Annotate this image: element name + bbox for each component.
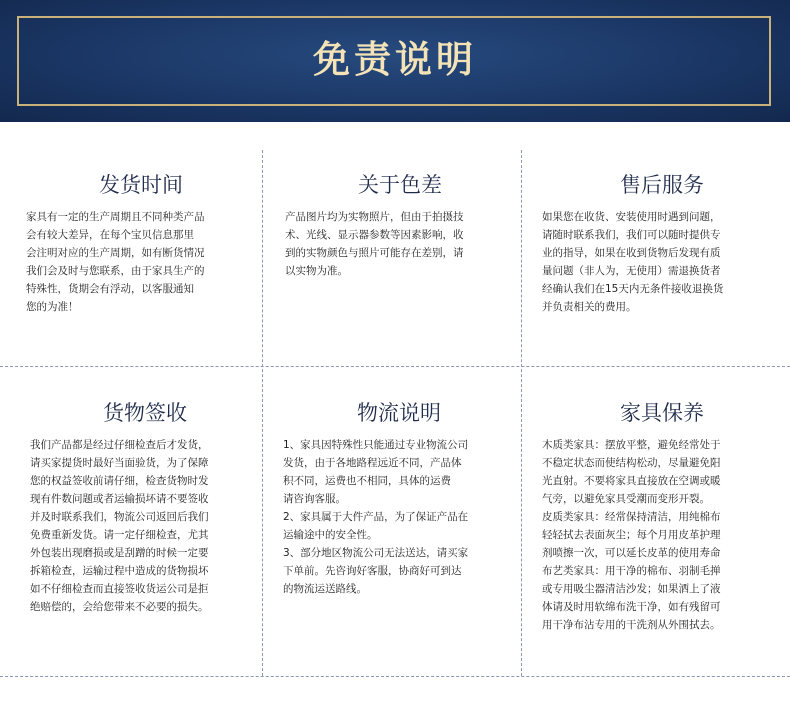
section-title: 关于色差: [358, 173, 442, 197]
section-body: 如果您在收货、安装使用时遇到问题， 请随时联系我们，我们可以随时提供专 业的指导，如果在收到货物后发现有质 量问题（非人为，无使用）需退换货者 经确认我们在15天内无条件接收退换货 并负责相关的费用。: [542, 211, 724, 313]
section-goods-receipt: [30, 398, 260, 616]
disclaimer-grid: [0, 150, 790, 680]
section-title: 售后服务: [620, 173, 704, 197]
section-furniture-care: [542, 398, 782, 634]
section-logistics: [283, 398, 515, 598]
section-title: 物流说明: [357, 401, 441, 425]
column-divider: [521, 150, 522, 676]
section-title: 发货时间: [99, 173, 183, 197]
section-body: 产品图片均为实物照片，但由于拍摄技 术、光线、显示器参数等因素影响，收 到的实物颜色与照片可能存在差别，请 以实物为准。: [285, 211, 464, 277]
section-body: 木质类家具：摆放平整，避免经常处于 不稳定状态而使结构松动，尽量避免阳 光直射。不要将家具直接放在空调或暖 气旁，以避免家具受潮而变形开裂。 皮质类家具：经常保持清洁，用纯棉布 轻轻拭去表面灰尘；每个月用皮革护理 剂喷擦一次，可以延长皮革的使用寿命 布艺类家具：用干净的棉布、羽制毛掸 或专用吸尘器清洁沙发；如果洒上了液 体请及时用软绵布洗干净，如有残留可 用干净布沾专用的干洗剂从外围拭去。: [542, 439, 721, 631]
section-color-difference: [285, 170, 515, 280]
section-title: 家具保养: [620, 401, 704, 425]
section-body: 家具有一定的生产周期且不同种类产品 会有较大差异，在每个宝贝信息那里 会注明对应的生产周期，如有断货情况 我们会及时与您联系，由于家具生产的 特殊性，货期会有浮动，以客服通知 您的为准！: [26, 211, 205, 313]
column-divider: [262, 150, 263, 676]
section-after-sales: [542, 170, 782, 316]
section-title: 货物签收: [103, 401, 187, 425]
section-shipping-time: [26, 170, 256, 316]
section-body: 1、家具因特殊性只能通过专业物流公司 发货，由于各地路程远近不同，产品体 积不同，运费也不相同，具体的运费 请咨询客服。 2、家具属于大件产品，为了保证产品在 运输途中的安全性。 3、部分地区物流公司无法送达，请买家 下单前。先咨询好客服，协商好可到达 的物流运送路线。: [283, 439, 469, 595]
section-body: 我们产品都是经过仔细检查后才发货， 请买家提货时最好当面验货，为了保障 您的权益签收前请仔细，检查货物时发 现有件数问题或者运输损坏请不要签收 并及时联系我们，物流公司返回后我们 免费重新发货。请一定仔细检查，尤其 外包装出现磨损或是刮蹭的时候一定要 拆箱检查，运输过程中造成的货物损坏 如不仔细检查而直接签收货运公司是拒 绝赔偿的，会给您带来不必要的损失。: [30, 439, 209, 613]
row-divider: [0, 676, 790, 677]
header-banner: [0, 0, 790, 122]
page-title: 免责说明: [313, 37, 477, 81]
row-divider: [0, 366, 790, 367]
